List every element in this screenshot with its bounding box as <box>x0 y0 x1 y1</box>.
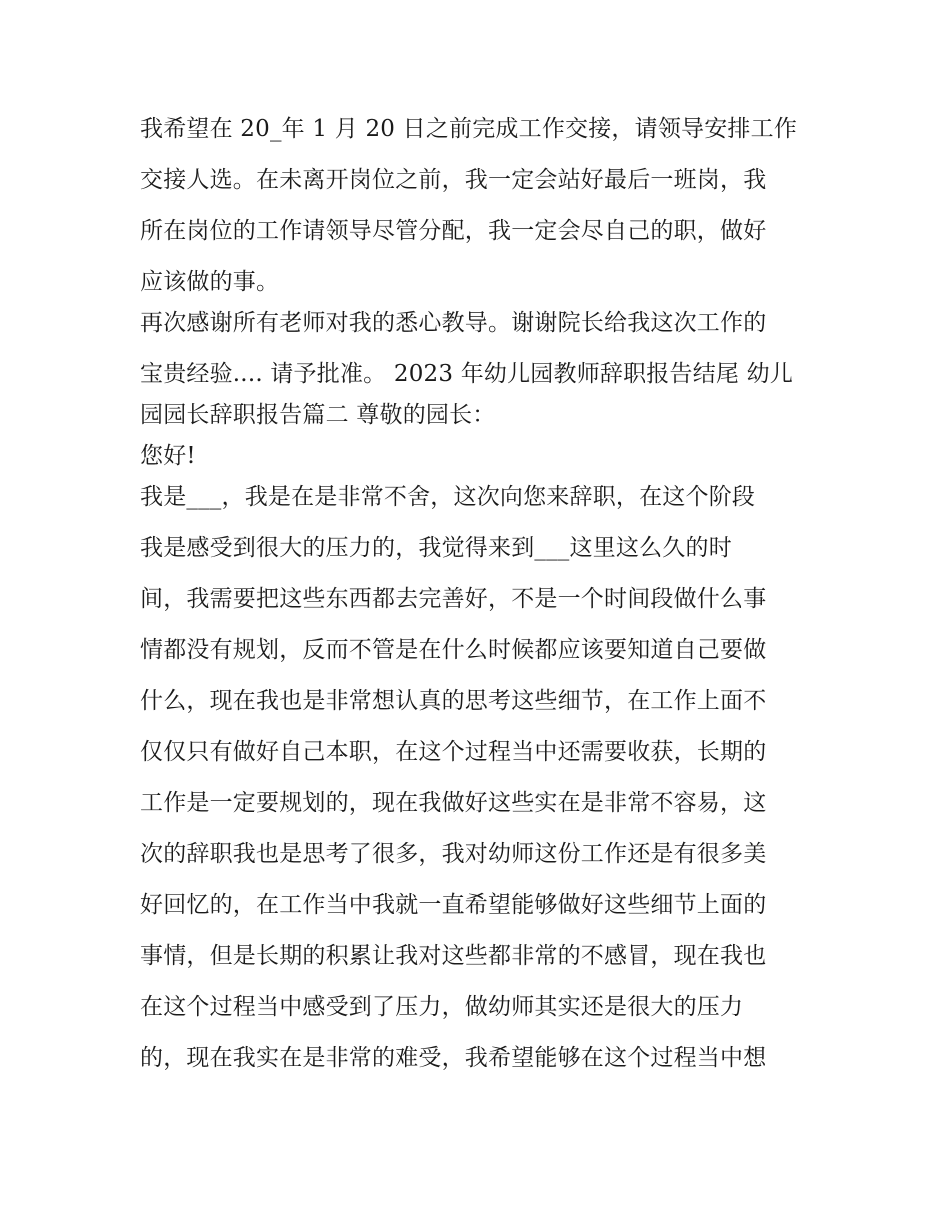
text-line: 次的辞职我也是思考了很多，我对幼师这份工作还是有很多美 <box>140 841 767 867</box>
document-body <box>140 108 820 1088</box>
text-line: 什么，现在我也是非常想认真的思考这些细节，在工作上面不 <box>140 688 767 714</box>
text-line: 宝贵经验.... 请予批准。 2023 年幼儿园教师辞职报告结尾 幼儿 <box>140 361 794 387</box>
text-line: 仅仅只有做好自己本职，在这个过程当中还需要收获，长期的 <box>140 739 767 765</box>
text-line: 情都没有规划，反而不管是在什么时候都应该要知道自己要做 <box>140 637 767 663</box>
text-line: 好回忆的，在工作当中我就一直希望能够做好这些细节上面的 <box>140 892 767 918</box>
text-line: 我是感受到很大的压力的，我觉得来到___这里这么久的时 <box>140 535 732 561</box>
text-line: 应该做的事。 <box>140 269 280 295</box>
text-line: 交接人选。在未离开岗位之前，我一定会站好最后一班岗，我 <box>140 167 767 193</box>
text-line: 所在岗位的工作请领导尽管分配，我一定会尽自己的职，做好 <box>140 218 767 244</box>
text-line: 在这个过程当中感受到了压力，做幼师其实还是很大的压力 <box>140 994 744 1020</box>
text-line: 再次感谢所有老师对我的悉心教导。谢谢院长给我这次工作的 <box>140 310 767 336</box>
text-line: 的，现在我实在是非常的难受，我希望能够在这个过程当中想 <box>140 1045 767 1071</box>
text-line: 我希望在 20_年 1 月 20 日之前完成工作交接，请领导安排工作 <box>140 116 798 142</box>
text-line: 园园长辞职报告篇二 尊敬的园长： <box>140 402 496 428</box>
text-line: 事情，但是长期的积累让我对这些都非常的不感冒，现在我也 <box>140 943 767 969</box>
text-line: 间，我需要把这些东西都去完善好，不是一个时间段做什么事 <box>140 586 767 612</box>
text-line: 您好! <box>140 443 196 469</box>
text-line: 工作是一定要规划的，现在我做好这些实在是非常不容易，这 <box>140 790 767 816</box>
text-line: 我是___，我是在是非常不舍，这次向您来辞职，在这个阶段 <box>140 484 756 510</box>
